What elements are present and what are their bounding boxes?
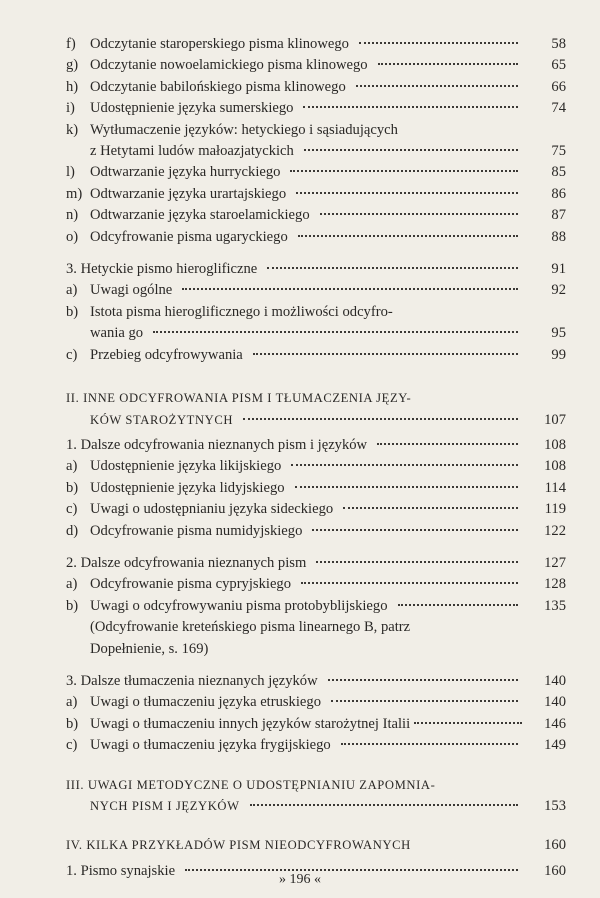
toc-chapter-2-line2 [66, 410, 566, 431]
dot-leader [359, 41, 518, 44]
dot-leader [328, 678, 518, 681]
dot-leader [243, 417, 518, 420]
entry-key: b) [66, 303, 79, 320]
entry-title: Istota pisma hieroglificznego i możliwości odcyfro- [90, 303, 393, 320]
toc-entry-3c [66, 345, 566, 366]
dot-leader [304, 148, 518, 151]
page-number: 108 [544, 436, 566, 453]
note-text: (Odcyfrowanie kreteńskiego pisma linearnego B, patrz [90, 619, 411, 636]
page-number: 88 [551, 228, 566, 245]
chapter-title-continuation: NYCH PISM I JĘZYKÓW [90, 799, 240, 813]
spacer [421, 842, 518, 845]
toc-entry-2-2a [66, 574, 566, 595]
entry-title: Udostępnienie języka sumerskiego [90, 100, 294, 117]
dot-leader [296, 191, 518, 194]
entry-title: Uwagi o odcyfrowywaniu pisma protobyblijskiego [90, 597, 388, 614]
toc-entry-3b-line2 [66, 323, 566, 344]
entry-title: Odcyfrowanie pisma numidyjskiego [90, 522, 303, 539]
entry-title: Odtwarzanie języka staroelamickiego [90, 207, 310, 224]
toc-entry-l [66, 162, 566, 183]
entry-key: h) [66, 78, 79, 95]
page-number: 92 [551, 282, 566, 299]
entry-key: a) [66, 282, 78, 299]
toc-entry-i [66, 98, 566, 119]
entry-title: Uwagi o tłumaczeniu języka etruskiego [90, 694, 321, 711]
dot-leader [291, 463, 518, 466]
page-number: 160 [544, 862, 566, 879]
page-number: 91 [551, 261, 566, 278]
toc-section-3 [66, 259, 566, 280]
page-number: 87 [551, 207, 566, 224]
table-of-contents [66, 34, 566, 882]
toc-entry-3a [66, 280, 566, 301]
page-number: 108 [544, 458, 566, 475]
section-title: 3. Dalsze tłumaczenia nieznanych języków [66, 672, 318, 689]
toc-chapter-3-line1 [66, 775, 566, 796]
toc-entry-n [66, 205, 566, 226]
section-title: 1. Dalsze odcyfrowania nieznanych pism i języków [66, 436, 368, 453]
entry-key: c) [66, 501, 78, 518]
page-number: 65 [551, 57, 566, 74]
toc-entry-3b-line1 [66, 302, 566, 323]
toc-entry-2-1a [66, 456, 566, 477]
dot-leader [377, 442, 518, 445]
dot-leader [267, 266, 518, 269]
toc-entry-2-2b [66, 596, 566, 617]
page-number: 128 [544, 576, 566, 593]
dot-leader [295, 485, 518, 488]
entry-title-continuation: wania go [90, 325, 144, 342]
page-folio: » 196 « [279, 872, 321, 887]
toc-note-line1 [66, 617, 566, 638]
entry-title: Odcyfrowanie pisma cypryjskiego [90, 576, 292, 593]
toc-entry-k-line1 [66, 120, 566, 141]
dot-leader [290, 169, 518, 172]
entry-title: Uwagi o tłumaczeniu innych języków starożytnej Italii [90, 715, 411, 732]
toc-entry-2-3c [66, 735, 566, 756]
toc-chapter-2-section-3 [66, 671, 566, 692]
entry-key: c) [66, 346, 78, 363]
page-number: 58 [551, 36, 566, 52]
page-number: 66 [551, 78, 566, 95]
entry-key: n) [66, 207, 79, 224]
page-number: 95 [551, 325, 566, 342]
toc-entry-2-1d [66, 521, 566, 542]
dot-leader [343, 506, 518, 509]
dot-leader [316, 560, 518, 563]
entry-title: Wytłumaczenie języków: hetyckiego i sąsiadujących [90, 121, 398, 138]
page-number: 99 [551, 346, 566, 363]
dot-leader [378, 62, 518, 65]
entry-key: f) [66, 36, 76, 52]
dot-leader [320, 212, 518, 215]
page-number: 146 [544, 715, 566, 732]
entry-title: Odczytanie babilońskiego pisma klinowego [90, 78, 346, 95]
entry-key: a) [66, 576, 78, 593]
entry-title: Odczytanie staroperskiego pisma klinowego [90, 36, 349, 52]
chapter-title: IV. KILKA PRZYKŁADÓW PISM NIEODCYFROWANYCH [66, 838, 411, 853]
page-number: 86 [551, 185, 566, 202]
dot-leader [301, 581, 518, 584]
entry-key: a) [66, 458, 78, 475]
toc-entry-2-1b [66, 478, 566, 499]
entry-title-continuation: z Hetytami ludów małoazjatyckich [90, 143, 294, 160]
toc-entry-m [66, 184, 566, 205]
page-number: 107 [544, 411, 566, 428]
page-number: 135 [544, 597, 566, 614]
entry-key: m) [66, 185, 83, 202]
section-title: 2. Dalsze odcyfrowania nieznanych pism [66, 554, 307, 571]
page-number: 85 [551, 164, 566, 181]
entry-title: Przebieg odcyfrowywania [90, 346, 243, 363]
entry-key: b) [66, 597, 79, 614]
entry-title: Uwagi o udostępnianiu języka sideckiego [90, 501, 334, 518]
toc-chapter-4 [66, 835, 566, 856]
entry-key: k) [66, 121, 79, 138]
page-number: 149 [544, 737, 566, 754]
toc-entry-k-line2 [66, 141, 566, 162]
page-number: 119 [544, 501, 566, 518]
dot-leader [185, 868, 518, 871]
entry-title: Uwagi o tłumaczeniu języka frygijskiego [90, 737, 331, 754]
dot-leader [303, 105, 518, 108]
page-number: 140 [544, 672, 566, 689]
entry-title: Odczytanie nowoelamickiego pisma klinowego [90, 57, 368, 74]
toc-entry-2-3a [66, 692, 566, 713]
toc-entry-o [66, 227, 566, 248]
toc-entry-2-1c [66, 499, 566, 520]
page-number: 74 [551, 100, 566, 117]
entry-key: d) [66, 522, 79, 539]
note-text: Dopełnienie, s. 169) [90, 640, 209, 657]
entry-key: a) [66, 694, 78, 711]
entry-title: Odtwarzanie języka hurryckiego [90, 164, 281, 181]
page-number: 140 [544, 694, 566, 711]
toc-entry-h [66, 77, 566, 98]
dot-leader [331, 699, 518, 702]
page-number: 122 [544, 522, 566, 539]
toc-chapter-2-line1 [66, 388, 566, 409]
dot-leader [341, 742, 518, 745]
entry-key: i) [66, 100, 75, 117]
toc-entry-2-3b [66, 714, 566, 735]
dot-leader [298, 234, 518, 237]
entry-title: Udostępnienie języka likijskiego [90, 458, 282, 475]
page-number: 75 [551, 143, 566, 160]
chapter-title: III. UWAGI METODYCZNE O UDOSTĘPNIANIU ZAPOMNIA- [66, 777, 436, 792]
entry-title: Odcyfrowanie pisma ugaryckiego [90, 228, 288, 245]
chapter-title: II. INNE ODCYFROWANIA PISM I TŁUMACZENIA JĘZY- [66, 391, 412, 406]
entry-key: l) [66, 164, 75, 181]
dot-leader [398, 603, 518, 606]
toc-chapter-2-section-1 [66, 435, 566, 456]
dot-leader [414, 721, 522, 724]
page-number: 153 [544, 798, 566, 814]
toc-entry-g [66, 55, 566, 76]
entry-key: o) [66, 228, 79, 245]
dot-leader [182, 287, 518, 290]
dot-leader [253, 352, 518, 355]
dot-leader [250, 803, 518, 806]
page-number: 114 [544, 479, 566, 496]
entry-title: Udostępnienie języka lidyjskiego [90, 479, 285, 496]
page-number: 127 [544, 554, 566, 571]
dot-leader [356, 84, 518, 87]
entry-key: b) [66, 479, 79, 496]
entry-key: g) [66, 57, 79, 74]
page-number: 160 [544, 837, 566, 854]
toc-note-line2 [66, 639, 566, 660]
toc-chapter-3-line2 [66, 796, 566, 817]
dot-leader [312, 528, 518, 531]
section-title: 3. Hetyckie pismo hieroglificzne [66, 261, 258, 278]
entry-title: Odtwarzanie języka urartajskiego [90, 185, 287, 202]
chapter-title-continuation: KÓW STAROŻYTNYCH [90, 412, 234, 427]
toc-entry-f [66, 34, 566, 55]
entry-title: Uwagi ogólne [90, 282, 173, 299]
section-title: 1. Pismo synajskie [66, 862, 176, 879]
entry-key: c) [66, 737, 78, 754]
toc-chapter-2-section-2 [66, 553, 566, 574]
dot-leader [153, 330, 518, 333]
entry-key: b) [66, 715, 79, 732]
